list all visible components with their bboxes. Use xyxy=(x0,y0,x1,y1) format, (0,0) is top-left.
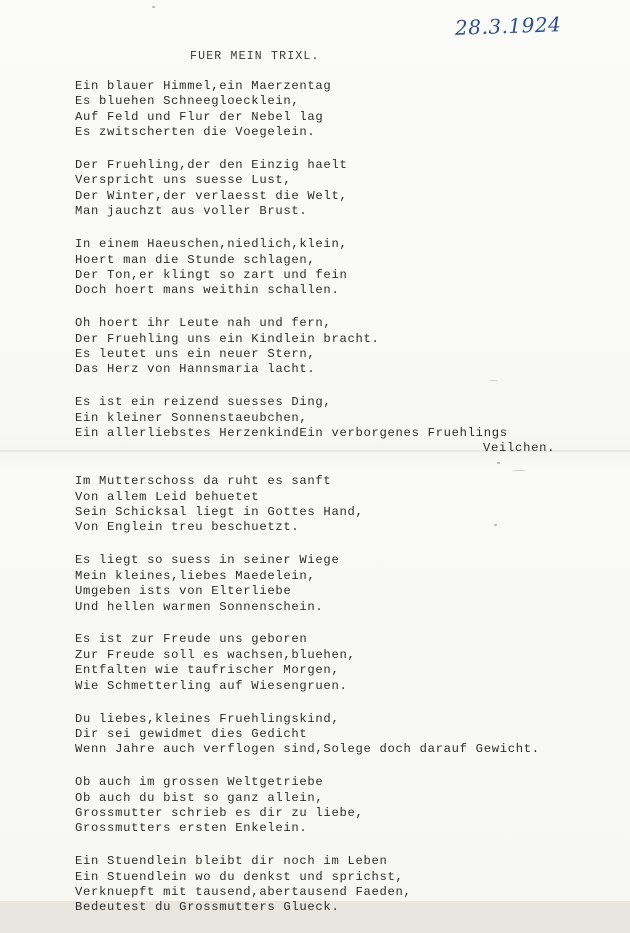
poem-line: Doch hoert mans weithin schallen. xyxy=(75,283,340,298)
poem-line: Ob auch du bist so ganz allein, xyxy=(75,790,324,805)
poem-line: Wie Schmetterling auf Wiesengruen. xyxy=(75,678,348,693)
poem-line: Oh hoert ihr Leute nah und fern, xyxy=(75,316,332,331)
poem-line: Es bluehen Schneegloecklein, xyxy=(75,94,300,109)
poem-line: Mein kleines,liebes Maedelein, xyxy=(75,568,316,583)
stanza xyxy=(75,395,615,457)
poem-line: Von Englein treu beschuetzt. xyxy=(75,520,300,535)
poem-line: Verknuepft mit tausend,abertausend Faeden, xyxy=(75,885,412,900)
poem-line: Zur Freude soll es wachsen,bluehen, xyxy=(75,647,356,662)
poem-line: Der Fruehling,der den Einzig haelt xyxy=(75,158,348,173)
poem-line: Ein blauer Himmel,ein Maerzentag xyxy=(75,79,332,93)
poem-line: Grossmutters ersten Enkelein. xyxy=(75,821,308,836)
stanza xyxy=(75,474,615,536)
poem-line: Das Herz von Hannsmaria lacht. xyxy=(75,362,316,377)
stanza xyxy=(75,158,615,220)
stanza xyxy=(75,712,615,758)
poem-line: Von allem Leid behuetet xyxy=(75,489,260,504)
poem-line: Es ist zur Freude uns geboren xyxy=(75,632,308,647)
poem-line: Dir sei gewidmet dies Gedicht xyxy=(75,726,308,741)
poem-line: Und hellen warmen Sonnenschein. xyxy=(75,599,324,614)
stanza xyxy=(75,553,615,615)
poem-line: Bedeutest du Grossmutters Glueck. xyxy=(75,900,340,915)
paper-speck xyxy=(512,470,526,471)
paper-speck xyxy=(152,6,155,8)
stanza xyxy=(75,854,615,916)
poem-line: Du liebes,kleines Fruehlingskind, xyxy=(75,711,340,726)
stanza xyxy=(75,237,615,299)
poem-line: Es liegt so suess in seiner Wiege xyxy=(75,553,340,568)
poem-line: Ein kleiner Sonnenstaeubchen, xyxy=(75,410,308,425)
paper-speck xyxy=(488,380,498,381)
poem-line: Hoert man die Stunde schlagen, xyxy=(75,252,316,267)
paper-speck xyxy=(494,524,497,526)
poem-line: Wenn Jahre auch verflogen sind,Solege doch darauf Gewicht. xyxy=(75,742,540,757)
poem-line: Im Mutterschoss da ruht es sanft xyxy=(75,474,332,489)
poem-body xyxy=(75,79,615,933)
poem-line: Es zwitscherten die Voegelein. xyxy=(75,125,316,140)
poem-line: Ein Stuendlein wo du denkst und sprichst, xyxy=(75,869,404,884)
poem-line: Auf Feld und Flur der Nebel lag xyxy=(75,109,324,124)
stanza xyxy=(75,775,615,837)
poem-line: Veilchen. xyxy=(483,441,556,456)
stanza xyxy=(75,632,615,694)
poem-line: Es leutet uns ein neuer Stern, xyxy=(75,346,316,361)
poem-line: Der Fruehling uns ein Kindlein bracht. xyxy=(75,331,380,346)
poem-title: FUER MEIN TRIXL. xyxy=(190,50,320,63)
poem-line: Ein allerliebstes HerzenkindEin verborgenes Fruehlings xyxy=(75,426,508,441)
poem-line: Der Ton,er klingt so zart und fein xyxy=(75,267,348,282)
poem-line: Ob auch im grossen Weltgetriebe xyxy=(75,775,324,790)
poem-line: Entfalten wie taufrischer Morgen, xyxy=(75,663,340,678)
poem-line: In einem Haeuschen,niedlich,klein, xyxy=(75,237,348,252)
handwritten-date: 28.3.1924 xyxy=(454,12,562,40)
poem-line: Ein Stuendlein bleibt dir noch im Leben xyxy=(75,854,388,869)
poem-line: Verspricht uns suesse Lust, xyxy=(75,173,292,188)
poem-line: Es ist ein reizend suesses Ding, xyxy=(75,395,332,410)
poem-line: Umgeben ists von Elterliebe xyxy=(75,584,292,599)
poem-line: Der Winter,der verlaesst die Welt, xyxy=(75,188,348,203)
stanza xyxy=(75,79,615,141)
poem-line: Sein Schicksal liegt in Gottes Hand, xyxy=(75,505,364,520)
paper-speck xyxy=(497,462,500,464)
stanza xyxy=(75,316,615,378)
poem-line: Man jauchzt aus voller Brust. xyxy=(75,204,308,219)
poem-line: Grossmutter schrieb es dir zu liebe, xyxy=(75,805,364,820)
